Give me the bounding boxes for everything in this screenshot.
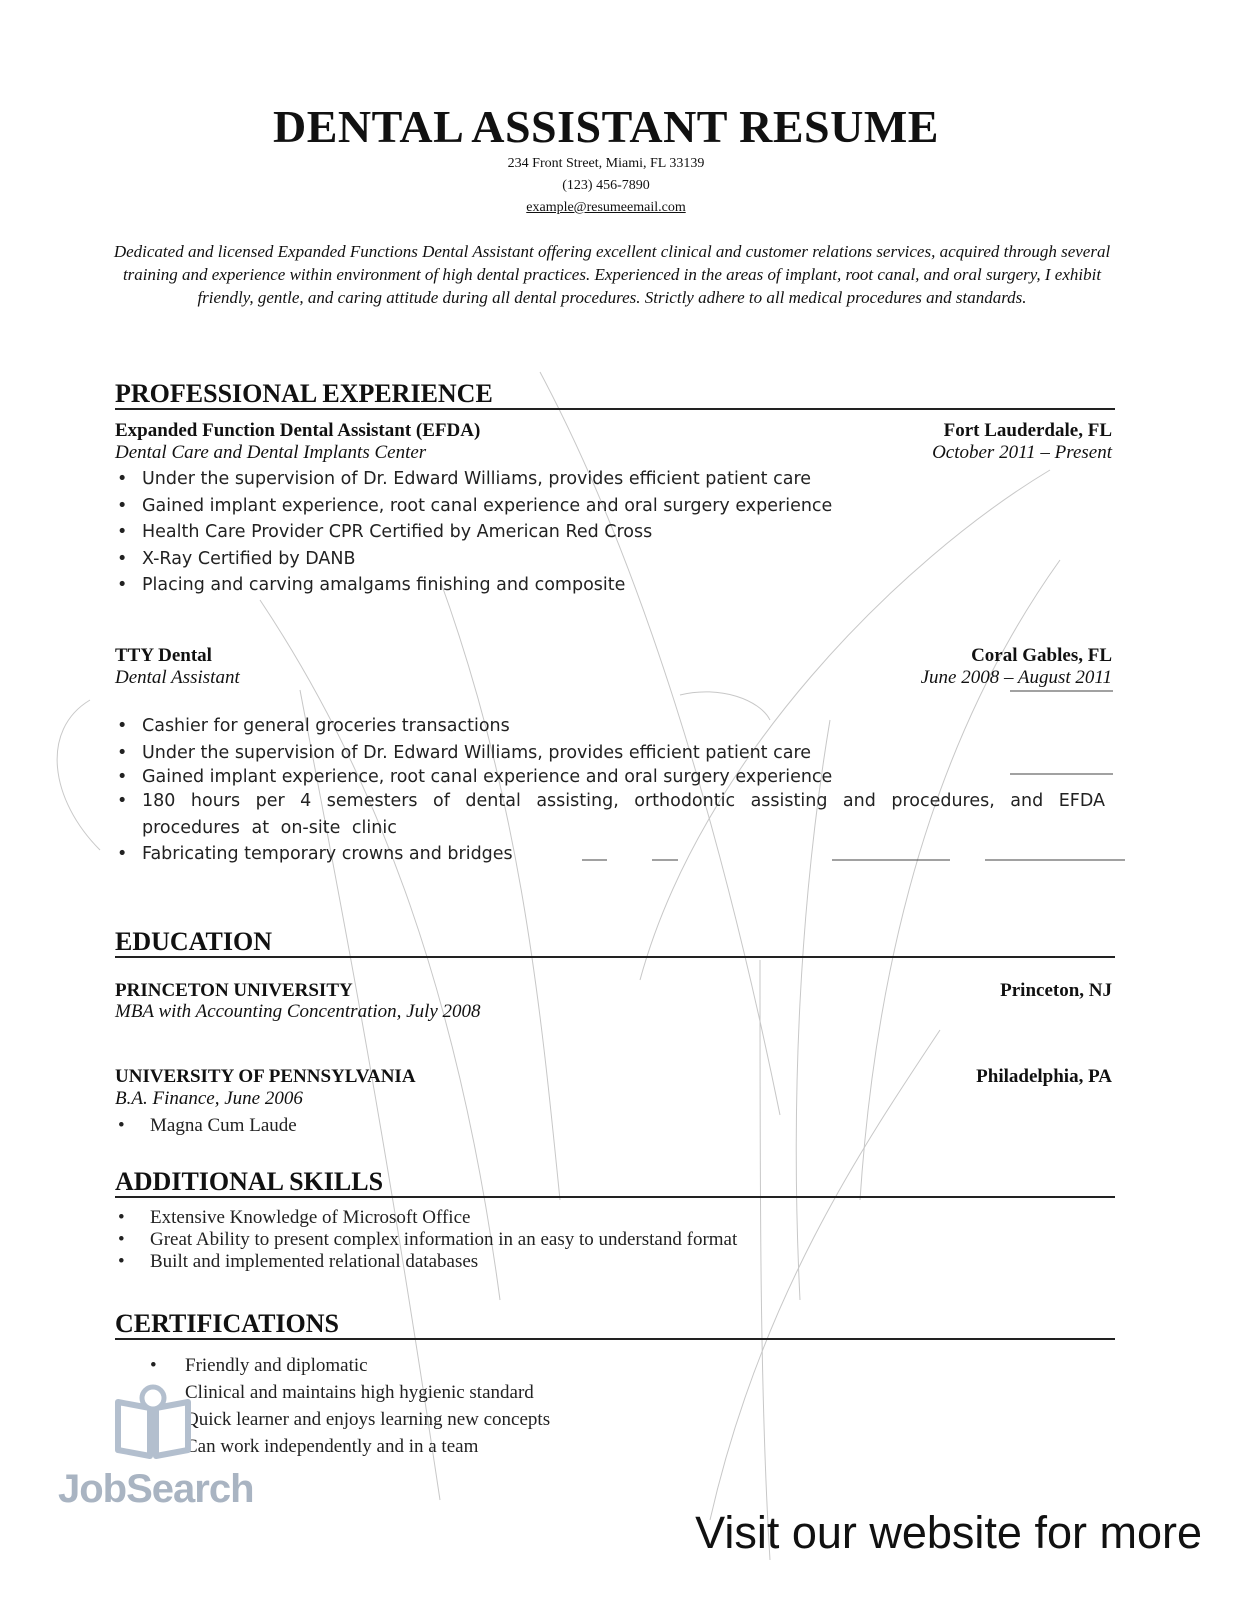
school-1-header: [115, 980, 1112, 1002]
school-1-degree-row: [115, 1001, 1112, 1023]
job-2-location: Coral Gables, FL: [971, 645, 1112, 666]
skills-list: [115, 1207, 737, 1273]
certifications-heading: CERTIFICATIONS: [115, 1310, 1115, 1340]
job-1-dates: October 2011 – Present: [932, 442, 1112, 463]
list-item: • 180 hours per 4 semesters of dental assisting, orthodontic assisting and procedures, and EFDA procedures at on-site clinic: [115, 788, 1105, 841]
school-1-degree: MBA with Accounting Concentration, July 2008: [115, 1001, 481, 1022]
summary-paragraph: Dedicated and licensed Expanded Functions Dental Assistant offering excellent clinical and customer relations services, acquired through several training and experience within environment of high dental practices. Experienced in the areas of implant, root canal, and oral surgery, I exhibit friendly, gentle, and caring attitude during all dental procedures. Strictly adhere to all medical procedures and standards.: [113, 242, 1111, 307]
school-2-degree-row: [115, 1088, 1112, 1110]
list-item: • Fabricating temporary crowns and bridges: [115, 841, 1105, 868]
job-2-dates: June 2008 – August 2011: [920, 667, 1112, 688]
contact-phone: (123) 456-7890: [562, 178, 650, 193]
resume-title: DENTAL ASSISTANT RESUME: [273, 101, 939, 152]
job-1-employer: Dental Care and Dental Implants Center: [115, 442, 427, 463]
list-item: • Under the supervision of Dr. Edward Williams, provides efficient patient care: [115, 466, 1105, 493]
school-2-location: Philadelphia, PA: [976, 1066, 1112, 1087]
certifications-list: [150, 1352, 550, 1460]
jobsearch-logo-text: JobSearch: [58, 1467, 254, 1511]
job-1-location: Fort Lauderdale, FL: [943, 420, 1112, 441]
school-2-header: [115, 1066, 1112, 1088]
school-2-degree: B.A. Finance, June 2006: [115, 1088, 303, 1109]
job-2-header: [115, 645, 1112, 667]
contact-email[interactable]: example@resumeemail.com: [526, 200, 686, 215]
list-item: • Placing and carving amalgams finishing and composite: [115, 572, 1105, 599]
list-item: • Gained implant experience, root canal experience and oral surgery experience: [115, 493, 1105, 520]
list-item: • Health Care Provider CPR Certified by American Red Cross: [115, 519, 1105, 546]
job-2-bullets: [115, 713, 1105, 868]
list-item: • Cashier for general groceries transactions: [115, 713, 1105, 740]
visit-website-promo[interactable]: Visit our website for more: [695, 1507, 1202, 1558]
list-item: • Gained implant experience, root canal experience and oral surgery experience: [115, 766, 1105, 788]
job-2-subheader: [115, 667, 1112, 689]
school-1-name: PRINCETON UNIVERSITY: [115, 980, 353, 1001]
list-item: • Friendly and diplomatic: [150, 1352, 550, 1379]
experience-heading: PROFESSIONAL EXPERIENCE: [115, 380, 1115, 410]
jobsearch-book-icon: [112, 1382, 194, 1462]
job-1-bullets: [115, 466, 1105, 599]
list-item: • Great Ability to present complex information in an easy to understand format: [115, 1229, 737, 1251]
list-item: • Built and implemented relational databases: [115, 1251, 737, 1273]
list-item: • Clinical and maintains high hygienic standard: [150, 1379, 550, 1406]
list-item: • Magna Cum Laude: [115, 1115, 297, 1137]
job-2-employer: Dental Assistant: [115, 667, 240, 688]
skills-heading: ADDITIONAL SKILLS: [115, 1168, 1115, 1198]
contact-address: 234 Front Street, Miami, FL 33139: [507, 156, 705, 171]
school-1-location: Princeton, NJ: [1000, 980, 1112, 1001]
job-1-subheader: [115, 442, 1112, 464]
list-item: • Quick learner and enjoys learning new concepts: [150, 1406, 550, 1433]
list-item: • Can work independently and in a team: [150, 1433, 550, 1460]
school-2-name: UNIVERSITY OF PENNSYLVANIA: [115, 1066, 416, 1087]
job-2-title: TTY Dental: [115, 645, 212, 666]
education-heading: EDUCATION: [115, 928, 1115, 958]
list-item: • Under the supervision of Dr. Edward Williams, provides efficient patient care: [115, 740, 1105, 767]
school-2-bullets: [115, 1115, 297, 1137]
job-1-header: [115, 420, 1112, 442]
list-item: • X-Ray Certified by DANB: [115, 546, 1105, 573]
job-1-title: Expanded Function Dental Assistant (EFDA): [115, 420, 481, 441]
list-item: • Extensive Knowledge of Microsoft Office: [115, 1207, 737, 1229]
